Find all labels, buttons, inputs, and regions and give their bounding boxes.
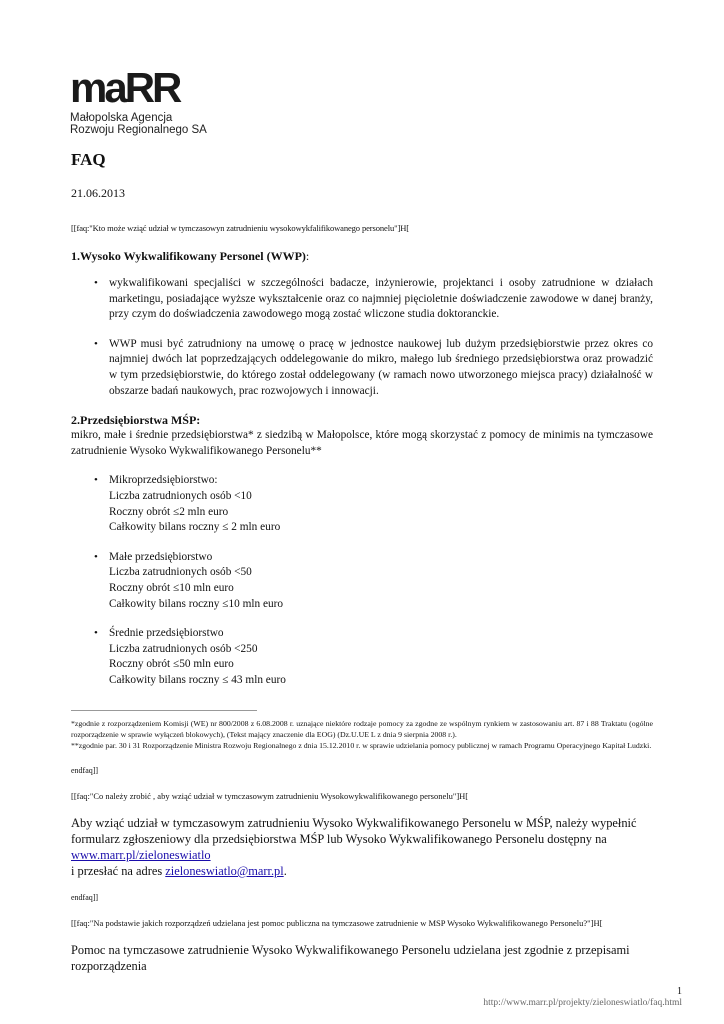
section-1-title-text: 1.Wysoko Wykwalifikowany Personel (WWP) xyxy=(71,249,306,263)
email-link[interactable]: zieloneswiatlo@marr.pl xyxy=(165,863,284,878)
logo-line-2: Rozwoju Regionalnego SA xyxy=(70,124,207,136)
footnote-2: **zgodnie par. 30 i 31 Rozporządzenie Ministra Rozwoju Regionalnego z dnia 15.12.2010 r. w sprawie udzielania pomocy publicznej w ramach Programu Operacyjnego Kapitał Ludzki. xyxy=(71,741,652,751)
endfaq-marker-2: endfaq]] xyxy=(71,892,99,902)
answer-3: Pomoc na tymczasowe zatrudnienie Wysoko Wykwalifikowanego Personelu udzielana jest zgodnie z przepisami rozporządzenia xyxy=(71,942,630,973)
answer-2 xyxy=(71,815,653,879)
section-1-title-colon: : xyxy=(305,249,310,263)
list-item xyxy=(109,550,653,612)
document-body xyxy=(71,150,653,974)
group-employees: Liczba zatrudnionych osób <50 xyxy=(109,566,252,579)
section-2-title: 2.Przedsiębiorstwa MŚP: xyxy=(71,413,201,428)
endfaq-marker-1: endfaq]] xyxy=(71,765,99,775)
logo-line-1: Małopolska Agencja xyxy=(70,112,173,124)
page-number: 1 xyxy=(677,986,682,997)
group-balance: Całkowity bilans roczny ≤ 43 mln euro xyxy=(109,673,286,686)
footer-url: http://www.marr.pl/projekty/zieloneswiatlo/faq.html xyxy=(483,998,682,1008)
group-turnover: Roczny obrót ≤50 mln euro xyxy=(109,658,234,671)
marr-wordmark-icon xyxy=(70,68,200,108)
faq-shortcode-1: [[faq:"Kto może wziąć udział w tymczasowyn zatrudnieniu wysokowykfalifikowanego personelu"]H[ xyxy=(71,223,410,233)
list-item xyxy=(109,626,653,688)
footnote-divider xyxy=(71,710,257,711)
logo-subtitle xyxy=(70,112,230,136)
group-balance: Całkowity bilans roczny ≤ 2 mln euro xyxy=(109,521,281,534)
group-employees: Liczba zatrudnionych osób <10 xyxy=(109,489,252,502)
answer-2-text-middle: i przesłać na adres xyxy=(71,863,166,878)
group-balance: Całkowity bilans roczny ≤10 mln euro xyxy=(109,597,284,610)
group-name: • Średnie przedsiębiorstwo xyxy=(109,627,224,640)
group-employees: Liczba zatrudnionych osób <250 xyxy=(109,642,258,655)
marr-logo xyxy=(70,68,230,136)
svg-text:maRR: maRR xyxy=(70,68,180,108)
faq-shortcode-3: [[faq:"Na podstawie jakich rozporządzeń udzielana jest pomoc publiczna na tymczasowe zatrudnienie w MSP Wysoko Wykwalifikowanego Personelu?"]H[ xyxy=(71,917,603,928)
section-2-intro: mikro, małe i średnie przedsiębiorstwa* z siedzibą w Małopolsce, które mogą skorzystać z pomocy de minimis na tymczasowe zatrudnienie Wysoko Wykwalifikowanego Personelu** xyxy=(71,429,653,457)
section-1-list xyxy=(71,276,653,399)
group-name: • Małe przedsiębiorstwo xyxy=(109,550,213,563)
group-turnover: Roczny obrót ≤2 mln euro xyxy=(109,505,229,518)
list-item xyxy=(109,473,653,535)
faq-shortcode-2: [[faq:"Co należy zrobić , aby wziąć udział w tymczasowym zatrudnieniu Wysokowykwalifikowanego personelu"]H[ xyxy=(71,790,469,801)
answer-2-text-end: . xyxy=(283,863,287,878)
document-date: 21.06.2013 xyxy=(71,186,125,200)
answer-2-text: Aby wziąć udział w tymczasowym zatrudnieniu Wysoko Wykwalifikowanego Personelu w MŚP, należy wypełnić formularz zgłoszeniowy dla przedsiębiorstwa MŚP lub Wysoko Wykwalifikowanego Personelu dostępny na xyxy=(71,815,637,846)
group-turnover: Roczny obrót ≤10 mln euro xyxy=(109,581,234,594)
list-item: • wykwalifikowani specjaliści w szczególności badacze, inżynierowie, projektanci i osoby zatrudnione w działach marketingu, posiadające wyższe wykształcenie oraz co najmniej pięcioletnie doświadczenie zawodowe w danej branży, przy czym do doświadczenia zawodowego mogą zostać wliczone studia doktoranckie. xyxy=(109,276,653,323)
list-item: • WWP musi być zatrudniony na umowę o pracę w jednostce naukowej lub dużym przedsiębiorstwie przez okres co najmniej dwóch lat poprzedzających oddelegowanie do mikro, małego lub średniego przedsiębiorstwa oraz prowadzić w tym przedsiębiorstwie, do którego został oddelegowany (w ramach nowo utworzonego miejsca pracy) działalność w obszarze badań naukowych, prac rozwojowych i innowacji. xyxy=(109,337,653,399)
zieloneswiatlo-link[interactable]: www.marr.pl/zieloneswiatlo xyxy=(71,847,211,862)
group-name: • Mikroprzedsiębiorstwo: xyxy=(109,474,218,487)
page-title: FAQ xyxy=(71,150,106,169)
footnote-1: *zgodnie z rozporządzeniem Komisji (WE) nr 800/2008 z 6.08.2008 r. uznające niektóre rodzaje pomocy za zgodne ze wspólnym rynkiem w zastosowaniu art. 87 i 88 Traktatu (ogólne rozporządzenie w sprawie wyłączeń blokowych), (Tekst mający znaczenie dla EOG) (Dz.U.UE L z dnia 9 sierpnia 2008 r.). xyxy=(71,719,653,740)
section-1-title xyxy=(71,249,653,264)
section-2-list xyxy=(71,473,653,688)
